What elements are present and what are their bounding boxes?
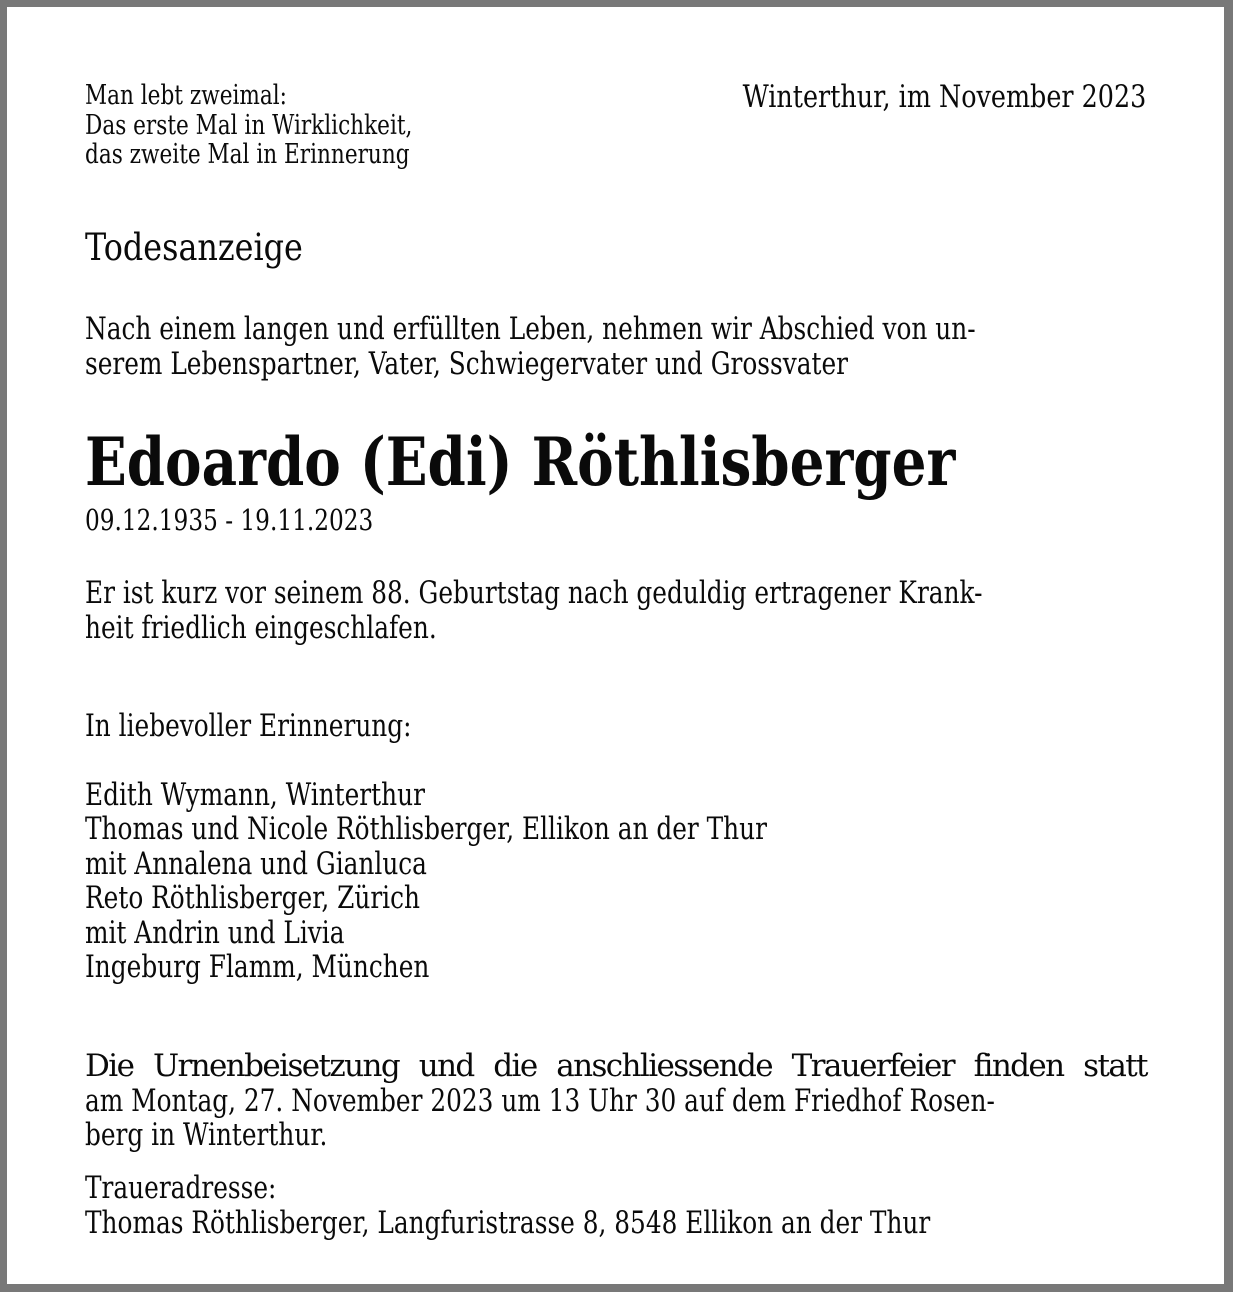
ceremony-justified-line bbox=[85, 1049, 1147, 1084]
ceremony-paragraph bbox=[85, 1049, 1222, 1153]
family-member: Ingeburg Flamm, München bbox=[85, 949, 430, 986]
illness-line: heit friedlich eingeschlafen. bbox=[85, 609, 437, 646]
life-dates bbox=[85, 504, 445, 536]
memory-label-text: In liebevoller Erinnerung: bbox=[85, 708, 412, 744]
illness-paragraph bbox=[85, 576, 1207, 645]
obituary-page bbox=[7, 7, 1224, 1284]
family-member: Thomas und Nicole Röthlisberger, Ellikon an der Thur bbox=[85, 811, 767, 848]
ceremony-word: Urnenbeisetzung bbox=[152, 1048, 400, 1084]
deceased-name bbox=[85, 422, 1134, 502]
ceremony-word: anschliessende bbox=[556, 1048, 772, 1084]
intro-paragraph bbox=[85, 312, 1198, 381]
memory-label bbox=[85, 709, 493, 744]
family-member: mit Andrin und Livia bbox=[85, 914, 345, 951]
intro-line: Nach einem langen und erfüllten Leben, nehmen wir Abschied von un- bbox=[85, 311, 976, 347]
notice-heading bbox=[85, 226, 338, 270]
place-date-text: Winterthur, im November 2023 bbox=[742, 79, 1146, 115]
family-member: Reto Röthlisberger, Zürich bbox=[85, 880, 420, 917]
ceremony-word: und bbox=[418, 1048, 474, 1084]
motto-line: Man lebt zweimal: bbox=[85, 80, 287, 111]
ceremony-word: Die bbox=[85, 1048, 134, 1084]
notice-heading-text: Todesanzeige bbox=[85, 226, 303, 269]
family-member: mit Annalena und Gianluca bbox=[85, 845, 427, 882]
ceremony-line: berg in Winterthur. bbox=[85, 1117, 328, 1153]
address-value: Thomas Röthlisberger, Langfuristrasse 8, 8548 Ellikon an der Thur bbox=[85, 1204, 931, 1241]
motto-quote bbox=[85, 81, 494, 170]
intro-line: serem Lebenspartner, Vater, Schwiegervater und Grossvater bbox=[85, 345, 849, 382]
ceremony-word: Trauerfeier bbox=[791, 1048, 955, 1084]
ceremony-line: am Montag, 27. November 2023 um 13 Uhr 30 auf dem Friedhof Rosen- bbox=[85, 1082, 995, 1119]
deceased-name-text: Edoardo (Edi) Röthlisberger bbox=[85, 423, 956, 501]
motto-line: das zweite Mal in Erinnerung bbox=[85, 139, 410, 170]
place-and-date bbox=[654, 79, 1146, 115]
family-list bbox=[85, 778, 937, 984]
ceremony-word: statt bbox=[1083, 1048, 1147, 1084]
family-member: Edith Wymann, Winterthur bbox=[85, 777, 425, 813]
ceremony-word: die bbox=[493, 1048, 537, 1084]
ceremony-word: finden bbox=[973, 1048, 1064, 1084]
illness-line: Er ist kurz vor seinem 88. Geburtstag nach geduldig ertragener Krank- bbox=[85, 575, 983, 611]
life-dates-text: 09.12.1935 - 19.11.2023 bbox=[85, 503, 374, 537]
mourning-address bbox=[85, 1171, 1142, 1240]
address-label: Traueradresse: bbox=[85, 1170, 277, 1206]
motto-line: Das erste Mal in Wirklichkeit, bbox=[85, 109, 413, 141]
